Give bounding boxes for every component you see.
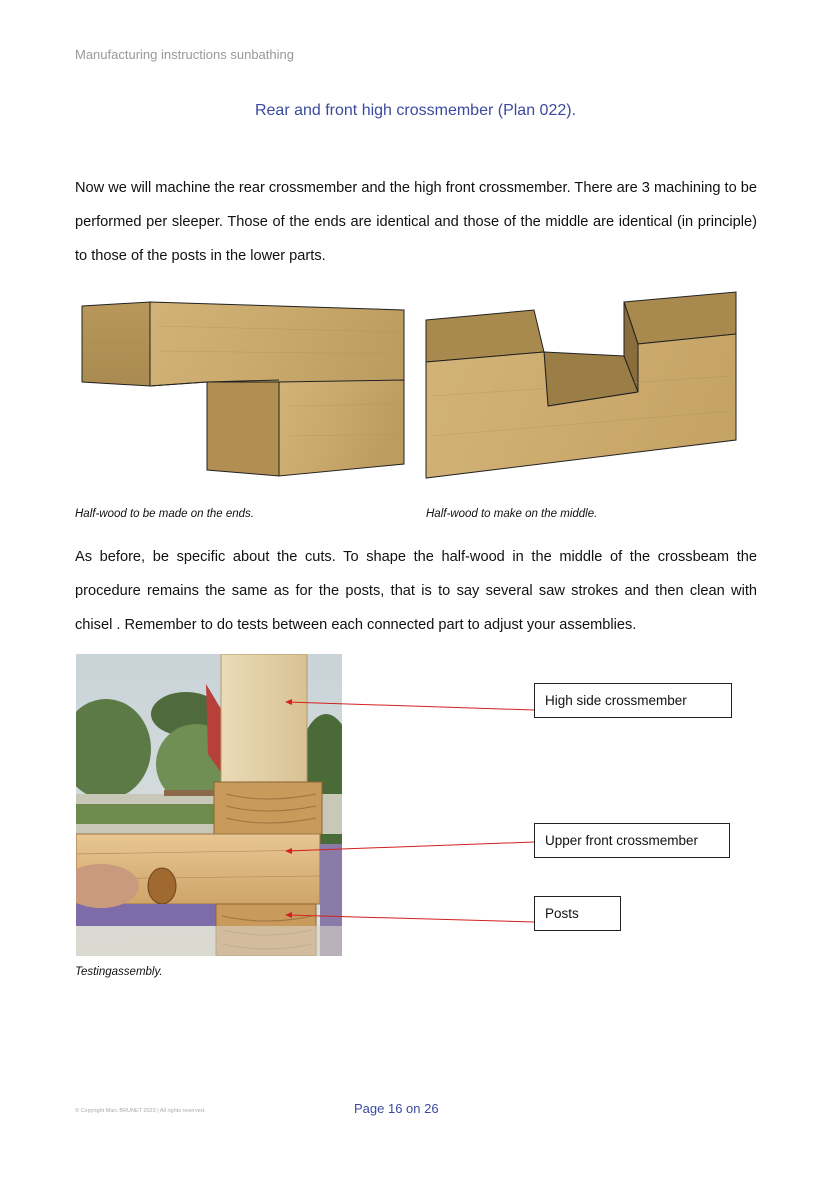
arrowhead-upper-front (285, 848, 292, 854)
label-high-side-crossmember: High side crossmember (534, 683, 732, 718)
callout-line-upper-front (287, 842, 534, 851)
callout-line-high-side (287, 702, 534, 710)
running-header: Manufacturing instructions sunbathing (75, 47, 294, 62)
procedure-paragraph: As before, be specific about the cuts. To shape the half-wood in the middle of the crossbeam the procedure remains the same as for the posts, that is to say several saw strokes and then clean with chisel . Remember to do tests between each connected part to adjust your assemblies. (75, 549, 757, 633)
label-posts: Posts (534, 896, 621, 931)
intro-paragraph: Now we will machine the rear crossmember and the high front crossmember. There are 3 machining to be performed per sleeper. Those of the ends are identical and those of the middle are identical (in principle) to those of the posts in the lower parts. (75, 180, 757, 264)
arrowhead-high-side (285, 699, 292, 705)
footer-copyright: © Copyright Marc BRUNET 2023 | All rights reserved. (75, 1108, 206, 1114)
callout-line-posts (287, 915, 534, 922)
photo-caption: Testingassembly. (75, 966, 163, 978)
middle-joint-caption: Half-wood to make on the middle. (426, 508, 598, 520)
label-upper-front-crossmember: Upper front crossmember (534, 823, 730, 858)
arrowhead-posts (285, 912, 292, 918)
end-joint-caption: Half-wood to be made on the ends. (75, 508, 255, 520)
section-title: Rear and front high crossmember (Plan 022). (254, 102, 577, 119)
page-number: Page 16 on 26 (354, 1101, 439, 1116)
